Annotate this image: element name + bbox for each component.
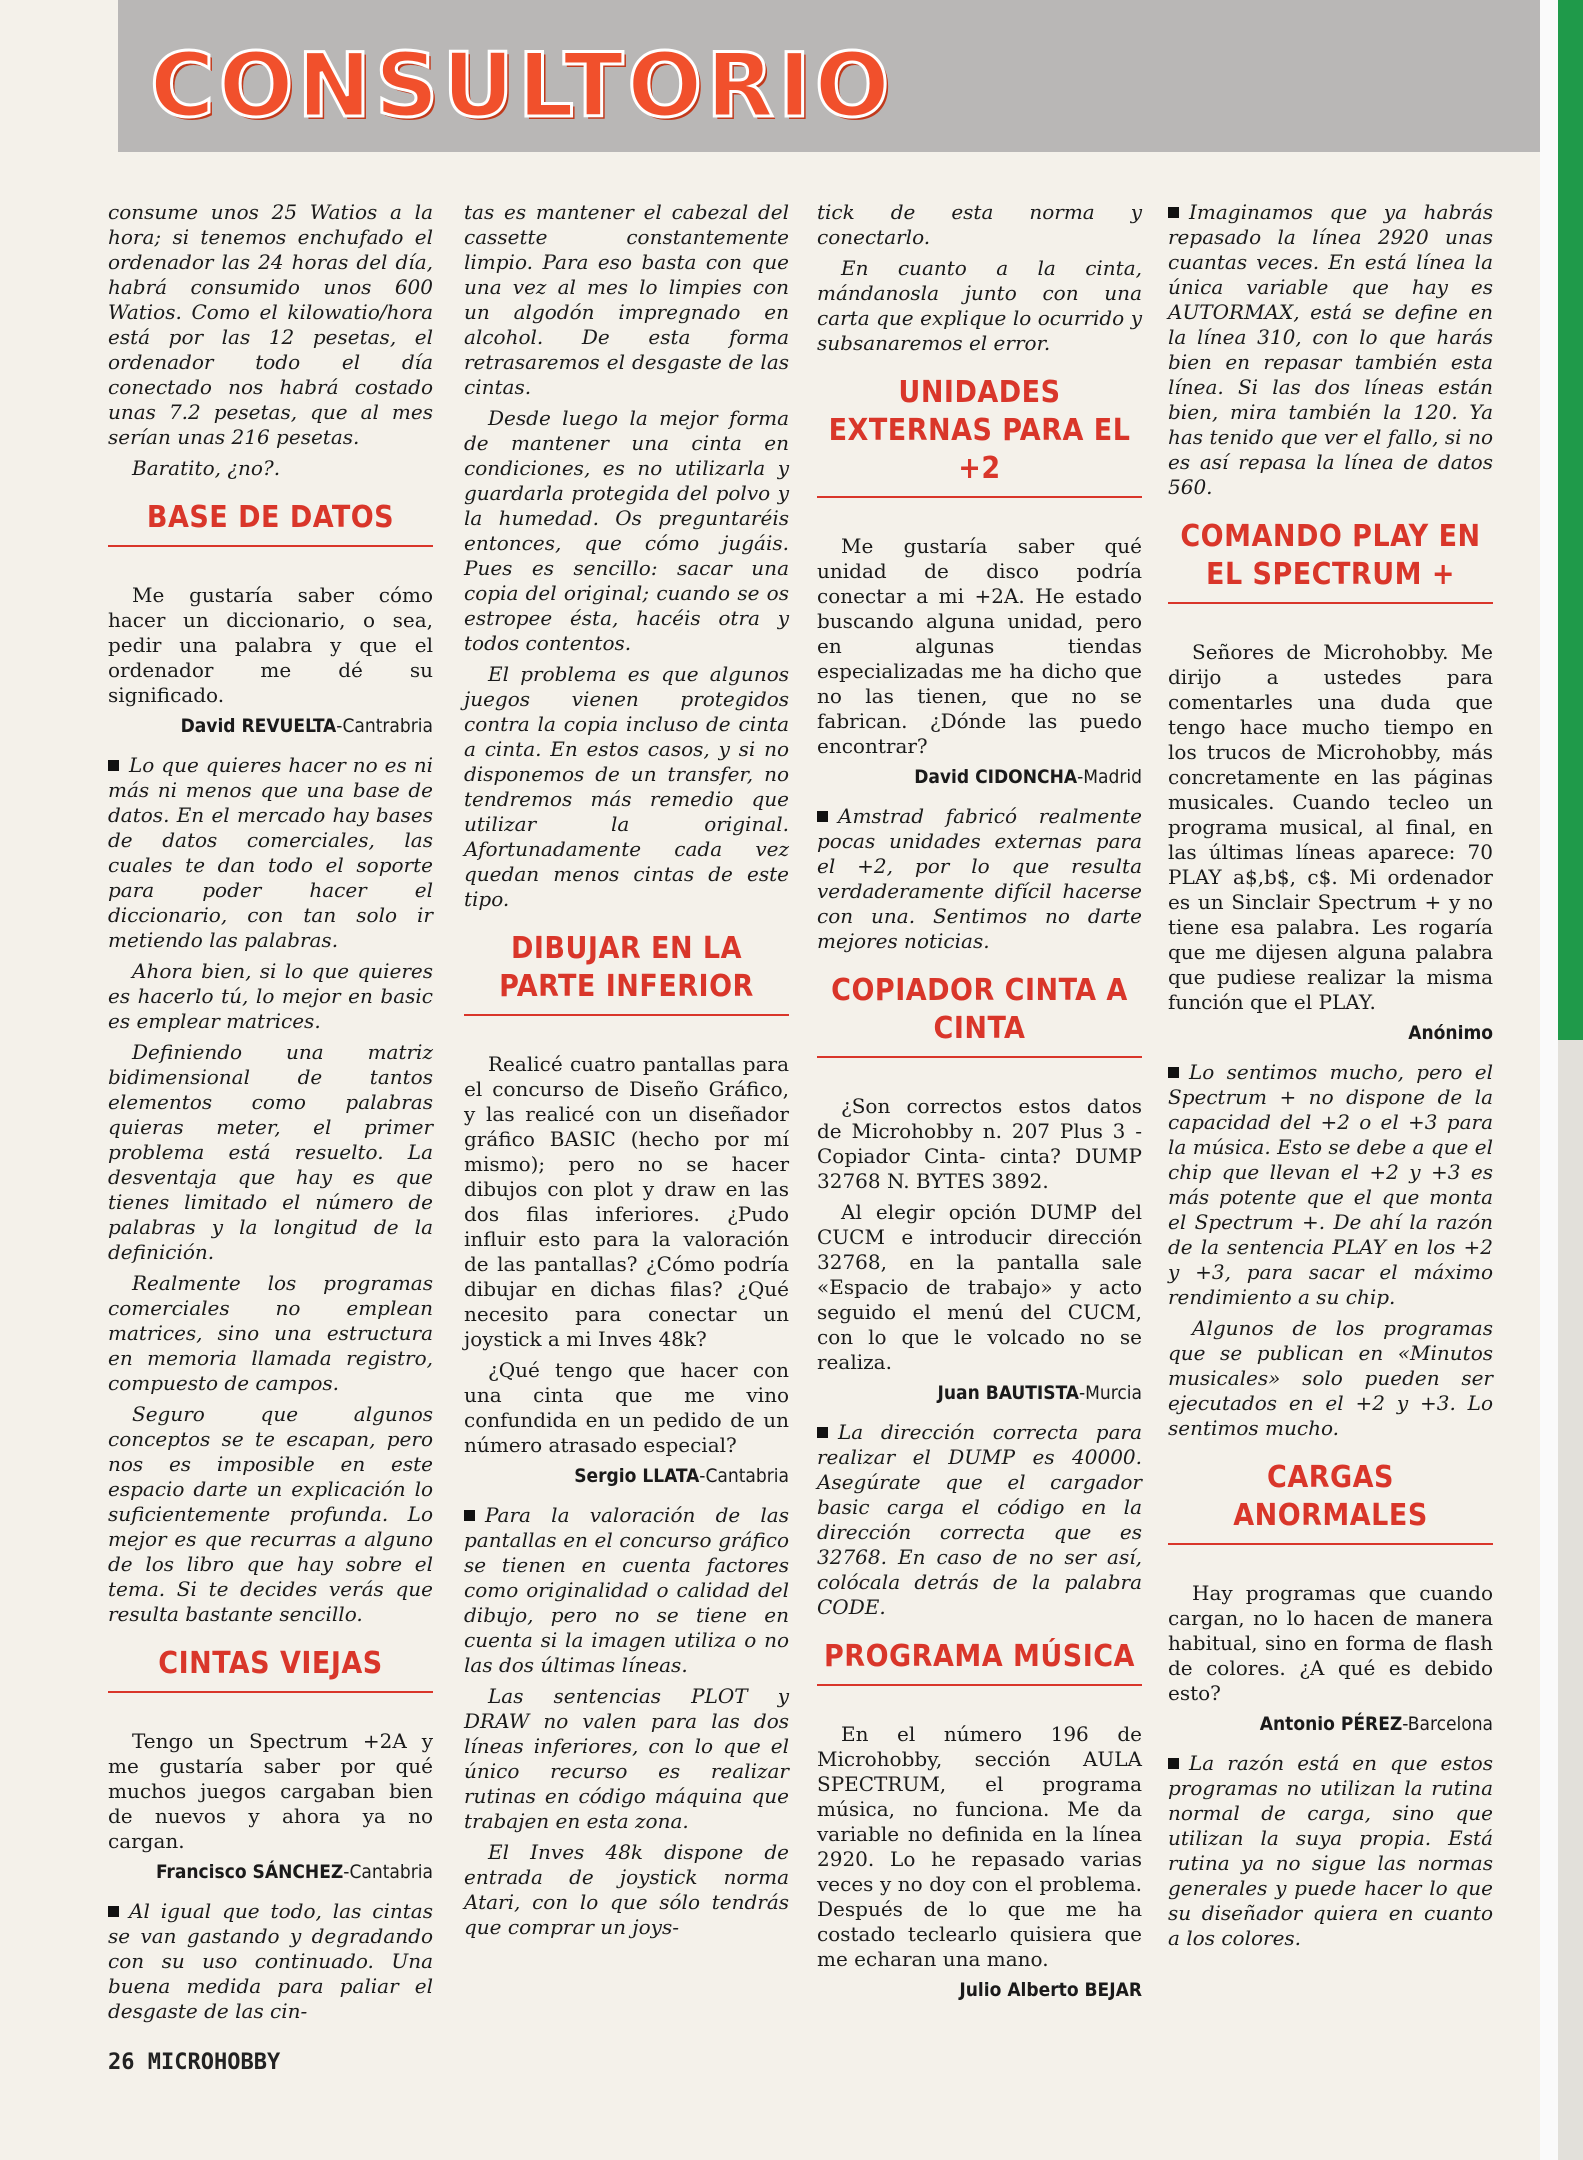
page-footer: 26 MICROHOBBY <box>108 2050 281 2075</box>
reader-signature <box>464 1464 789 1489</box>
signature-place: -Murcia <box>1079 1382 1142 1404</box>
section-heading-copiador: COPIADOR CINTA A CINTA <box>817 972 1142 1058</box>
answer-paragraph: Lo sentimos mucho, pero el Spectrum + no dispone de la capacidad del +2 o el +3 para la música. Esto se debe a que el chip que llevan el +2 y +3 es más potente que el que monta el Spectrum +. De ahí la razón de la sentencia PLAY en los +2 y +3, para sacar el máximo rendimiento a su chip. <box>1168 1060 1493 1309</box>
page-edge <box>1540 0 1560 2160</box>
reader-signature <box>817 765 1142 790</box>
question-paragraph: Tengo un Spectrum +2A y me gustaría saber por qué muchos juegos cargaban bien de nuevos y ahora ya no cargan. <box>108 1729 433 1853</box>
signature-name: Francisco SÁNCHEZ <box>155 1861 344 1883</box>
signature-name: Antonio PÉREZ <box>1259 1713 1403 1735</box>
question-paragraph: Señores de Microhobby. Me dirijo a ustedes para comentarles una duda que tengo hace mucho tiempo en los trucos de Microhobby, más concretamente en las páginas musicales. Cuando tecleo un programa musical, al final, en las últimas líneas aparece: 70 PLAY a$,b$, c$. Mi ordenador es un Sinclair Spectrum + y no tiene esa palabra. Les rogaría que me dijesen alguna palabra que pudiese realizar la misma función que el PLAY. <box>1168 640 1493 1014</box>
answer-paragraph: Seguro que algunos conceptos se te escapan, pero nos es imposible en este espacio darte un explicación lo suficientemente profunda. Lo mejor es que recurras a alguno de los libro que hay sobre el tema. Si te decides verás que resulta bastante sencillo. <box>108 1402 433 1626</box>
answer-paragraph: La dirección correcta para realizar el DUMP es 40000. Asegúrate que el cargador basic carga el código en la dirección correcta que es 32768. En caso de no ser así, colócala detrás de la palabra CODE. <box>817 1420 1142 1619</box>
column-2 <box>464 200 789 1946</box>
question-paragraph: Me gustaría saber cómo hacer un diccionario, o sea, pedir una palabra y que el ordenador me dé su significado. <box>108 583 433 707</box>
bullet-square-icon <box>1168 1758 1179 1769</box>
column-3 <box>817 200 1142 2017</box>
question-paragraph: Realicé cuatro pantallas para el concurso de Diseño Gráfico, y las realicé con un diseñador gráfico BASIC (hecho por mí mismo); pero no se hacer dibujos con plot y draw en las dos filas inferiores. ¿Pudo influir esto para la valoración de las pantallas? ¿Cómo podría dibujar en dichas filas? ¿Qué necesito para conectar un joystick a mi Inves 48k? <box>464 1052 789 1351</box>
answer-paragraph: Amstrad fabricó realmente pocas unidades externas para el +2, por lo que resulta verdaderamente difícil hacerse con una. Sentimos no darte mejores noticias. <box>817 804 1142 953</box>
signature-place: -Cantabria <box>343 1861 433 1883</box>
answer-paragraph: El Inves 48k dispone de entrada de joystick norma Atari, con lo que sólo tendrás que comprar un joys- <box>464 1840 789 1939</box>
reader-signature <box>817 1381 1142 1406</box>
signature-place: -Madrid <box>1077 766 1142 788</box>
bullet-square-icon <box>1168 1067 1179 1078</box>
section-heading-cintas-viejas: CINTAS VIEJAS <box>108 1645 433 1693</box>
bullet-square-icon <box>464 1510 475 1521</box>
column-1 <box>108 200 433 2030</box>
reader-signature <box>1168 1712 1493 1737</box>
signature-name: Julio Alberto BEJAR <box>959 1979 1142 2001</box>
answer-paragraph: En cuanto a la cinta, mándanosla junto con una carta que explique lo ocurrido y subsanaremos el error. <box>817 256 1142 355</box>
signature-name: David REVUELTA <box>180 715 337 737</box>
page-title: CONSULTORIO <box>150 34 894 137</box>
answer-paragraph: Algunos de los programas que se publican en «Minutos musicales» solo pueden ser ejecutados en el +2 y +3. Lo sentimos mucho. <box>1168 1316 1493 1440</box>
reader-signature <box>108 1860 433 1885</box>
page-edge-lower <box>1558 1040 1583 2160</box>
answer-paragraph: Realmente los programas comerciales no emplean matrices, sino una estructura en memoria llamada registro, compuesto de campos. <box>108 1271 433 1395</box>
green-edge-strip <box>1558 0 1583 1040</box>
answer-paragraph: Imaginamos que ya habrás repasado la línea 2920 unas cuantas veces. En está línea la única variable que hay es AUTORMAX, está se define en la línea 310, con lo que harás bien en repasar también esta línea. Si las dos líneas están bien, mira también la 120. Ya has tenido que ver el fallo, si no es así repasa la línea de datos 560. <box>1168 200 1493 499</box>
answer-paragraph: Para la valoración de las pantallas en el concurso gráfico se tienen en cuenta factores como originalidad o calidad del dibujo, pero no se tiene en cuenta si la imagen utiliza o no las dos últimas líneas. <box>464 1503 789 1677</box>
section-heading-cargas-anormales: CARGAS ANORMALES <box>1168 1459 1493 1545</box>
answer-paragraph: Lo que quieres hacer no es ni más ni menos que una base de datos. En el mercado hay bases de datos comerciales, las cuales te dan todo el soporte para poder hacer el diccionario, con tan solo ir metiendo las palabras. <box>108 753 433 952</box>
bullet-square-icon <box>817 811 828 822</box>
section-heading-programa-musica: PROGRAMA MÚSICA <box>817 1638 1142 1686</box>
answer-paragraph: Baratito, ¿no?. <box>132 456 281 480</box>
section-heading-comando-play: COMANDO PLAY EN EL SPECTRUM + <box>1168 518 1493 604</box>
answer-paragraph: Desde luego la mejor forma de mantener una cinta en condiciones, es no utilizarla y guardarla protegida del polvo y la humedad. Os preguntaréis entonces, que cómo jugáis. Pues es sencillo: sacar una copia del original; cuando se os estropee ésta, hacéis otra y todos contentos. <box>464 406 789 655</box>
question-paragraph: Al elegir opción DUMP del CUCM e introducir dirección 32768, en la pantalla sale «Espacio de trabajo» y acto seguido el menú del CUCM, con lo que le volcado no se realiza. <box>817 1200 1142 1374</box>
question-paragraph: Me gustaría saber qué unidad de disco podría conectar a mi +2A. He estado buscando alguna unidad, pero en algunas tiendas especializadas me ha dicho que no las tienen, que no se fabrican. ¿Dónde las puedo encontrar? <box>817 534 1142 758</box>
bullet-square-icon <box>108 1906 119 1917</box>
reader-signature <box>108 714 433 739</box>
signature-name: Anónimo <box>1408 1022 1493 1044</box>
answer-paragraph: La razón está en que estos programas no utilizan la rutina normal de carga, sino que utilizan la suya propia. Está rutina ya no sigue las normas generales y puede hacer lo que su diseñador quiera en cuanto a los colores. <box>1168 1751 1493 1950</box>
signature-name: Sergio LLATA <box>574 1465 700 1487</box>
bullet-square-icon <box>108 760 119 771</box>
answer-paragraph: tas es mantener el cabezal del cassette constantemente limpio. Para eso basta con que una vez al mes lo limpies con un algodón impregnado en alcohol. De esta forma retrasaremos el desgaste de las cintas. <box>464 200 789 399</box>
column-4 <box>1168 200 1493 1957</box>
question-paragraph: ¿Qué tengo que hacer con una cinta que me vino confundida en un pedido de un número atrasado especial? <box>464 1358 789 1457</box>
question-paragraph: Hay programas que cuando cargan, no lo hacen de manera habitual, sino en forma de flash de colores. ¿A qué es debido esto? <box>1168 1581 1493 1705</box>
reader-signature <box>1168 1021 1493 1046</box>
signature-place: -Barcelona <box>1402 1713 1493 1735</box>
signature-name: David CIDONCHA <box>914 766 1078 788</box>
answer-paragraph: Al igual que todo, las cintas se van gastando y degradando con su uso continuado. Una buena medida para paliar el desgaste de las cin- <box>108 1899 433 2023</box>
section-heading-dibujar: DIBUJAR EN LA PARTE INFERIOR <box>464 930 789 1016</box>
question-paragraph: ¿Son correctos estos datos de Microhobby n. 207 Plus 3 -Copiador Cinta- cinta? DUMP 32768 N. BYTES 3892. <box>817 1094 1142 1193</box>
answer-paragraph: Definiendo una matriz bidimensional de tantos elementos como palabras quieras meter, el primer problema está resuelto. La desventaja que hay es que tienes limitado el número de palabras y la longitud de la definición. <box>108 1040 433 1264</box>
answer-paragraph: El problema es que algunos juegos vienen protegidos contra la copia incluso de cinta a cinta. En estos casos, y si no disponemos de un transfer, no tendremos más remedio que utilizar la original. Afortunadamente cada vez quedan menos cintas de este tipo. <box>464 662 789 911</box>
signature-name: Juan BAUTISTA <box>937 1382 1080 1404</box>
signature-place: -Cantrabria <box>336 715 433 737</box>
answer-paragraph: Ahora bien, si lo que quieres es hacerlo tú, lo mejor en basic es emplear matrices. <box>108 959 433 1033</box>
reader-signature <box>817 1978 1142 2003</box>
bullet-square-icon <box>1168 207 1179 218</box>
answer-paragraph: tick de esta norma y conectarlo. <box>817 200 1142 249</box>
section-heading-base-de-datos: BASE DE DATOS <box>108 499 433 547</box>
bullet-square-icon <box>817 1427 828 1438</box>
answer-paragraph: Las sentencias PLOT y DRAW no valen para las dos líneas inferiores, con lo que el único recurso es realizar rutinas en código máquina que trabajen en esta zona. <box>464 1684 789 1833</box>
signature-place: -Cantabria <box>699 1465 789 1487</box>
question-paragraph: En el número 196 de Microhobby, sección AULA SPECTRUM, el programa música, no funciona. Me da variable no definida en la línea 2920. Lo he repasado varias veces y no doy con el problema. Después de lo que me ha costado teclearlo quisiera que me echaran una mano. <box>817 1722 1142 1971</box>
answer-paragraph: consume unos 25 Watios a la hora; si tenemos enchufado el ordenador las 24 horas del día, habrá consumido unos 600 Watios. Como el kilowatio/hora está por las 12 pesetas, el ordenador todo el día conectado nos habrá costado unas 7.2 pesetas, que al mes serían unas 216 pesetas. <box>108 200 433 449</box>
section-heading-unidades-externas: UNIDADES EXTERNAS PARA EL +2 <box>817 374 1142 498</box>
